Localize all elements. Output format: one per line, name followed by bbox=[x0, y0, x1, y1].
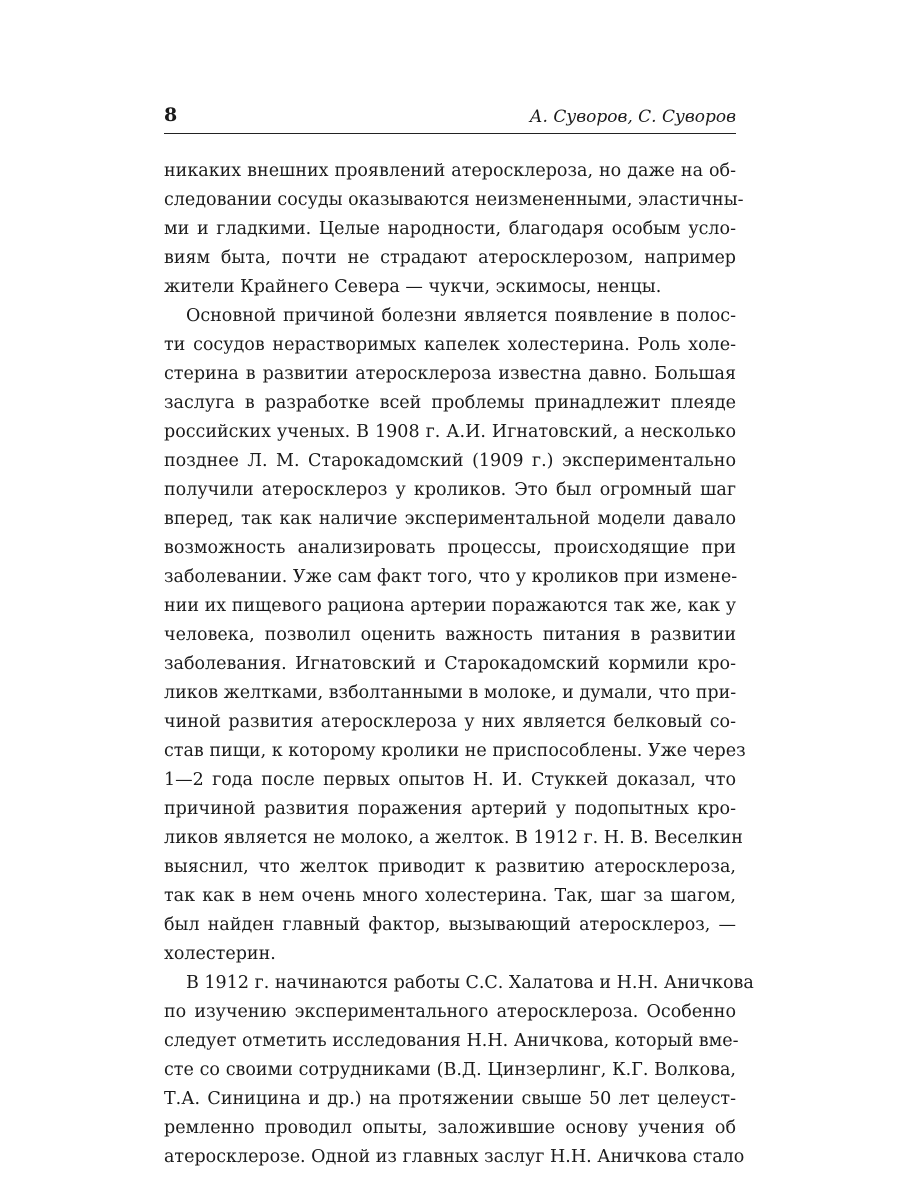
paragraph-3 bbox=[164, 969, 754, 1172]
text-line: следует отметить исследования Н.Н. Аничкова, который вме- bbox=[164, 1031, 739, 1051]
text-line: Основной причиной болезни является появление в полос- bbox=[186, 306, 736, 326]
text-line: получили атеросклероз у кроликов. Это был огромный шаг bbox=[164, 480, 736, 500]
text-line: ликов желтками, взболтанными в молоке, и думали, что при- bbox=[164, 683, 737, 703]
text-line: следовании сосуды оказываются неизмененными, эластичны- bbox=[164, 190, 744, 210]
text-line: став пищи, к которому кролики не приспособлены. Уже через bbox=[164, 741, 746, 761]
paragraph-2 bbox=[164, 302, 746, 969]
text-line: Т.А. Синицина и др.) на протяжении свыше 50 лет целеуст- bbox=[164, 1089, 736, 1109]
text-line: позднее Л. М. Старокадомский (1909 г.) экспериментально bbox=[164, 451, 736, 471]
text-line: заболевания. Игнатовский и Старокадомский кормили кро- bbox=[164, 654, 736, 674]
paragraph-1 bbox=[164, 157, 744, 302]
text-line: ремленно проводил опыты, заложившие основу учения об bbox=[164, 1118, 736, 1138]
text-line: ликов является не молоко, а желток. В 1912 г. Н. В. Веселкин bbox=[164, 828, 743, 848]
text-line: человека, позволил оценить важность питания в развитии bbox=[164, 625, 736, 645]
text-line: сте со своими сотрудниками (В.Д. Цинзерлинг, К.Г. Волкова, bbox=[164, 1060, 736, 1080]
text-line: ми и гладкими. Целые народности, благодаря особым усло- bbox=[164, 219, 736, 239]
text-line: жители Крайнего Севера — чукчи, эскимосы, ненцы. bbox=[164, 277, 662, 297]
text-line: российских ученых. В 1908 г. А.И. Игнатовский, а несколько bbox=[164, 422, 736, 442]
text-line: заслуга в разработке всей проблемы принадлежит плеяде bbox=[164, 393, 736, 413]
page-number: 8 bbox=[164, 104, 178, 126]
text-line: атеросклерозе. Одной из главных заслуг Н.Н. Аничкова стало bbox=[164, 1147, 745, 1167]
page-header bbox=[164, 100, 736, 134]
text-line: причиной развития поражения артерий у подопытных кро- bbox=[164, 799, 736, 819]
text-line: выяснил, что желток приводит к развитию атеросклероза, bbox=[164, 857, 736, 877]
text-line: вперед, так как наличие экспериментальной модели давало bbox=[164, 509, 736, 529]
text-line: 1—2 года после первых опытов Н. И. Стуккей доказал, что bbox=[164, 770, 736, 790]
running-head: А. Суворов, С. Суворов bbox=[529, 107, 736, 127]
text-line: нии их пищевого рациона артерии поражаются так же, как у bbox=[164, 596, 736, 616]
text-line: холестерин. bbox=[164, 944, 276, 964]
text-line: по изучению экспериментального атеросклероза. Особенно bbox=[164, 1002, 736, 1022]
text-line: никаких внешних проявлений атеросклероза, но даже на об- bbox=[164, 161, 736, 181]
text-line: был найден главный фактор, вызывающий атеросклероз, — bbox=[164, 915, 736, 935]
text-line: чиной развития атеросклероза у них является белковый со- bbox=[164, 712, 736, 732]
text-line: так как в нем очень много холестерина. Так, шаг за шагом, bbox=[164, 886, 736, 906]
text-line: заболевании. Уже сам факт того, что у кроликов при измене- bbox=[164, 567, 738, 587]
text-line: стерина в развитии атеросклероза известна давно. Большая bbox=[164, 364, 736, 384]
text-line: ти сосудов нерастворимых капелек холестерина. Роль холе- bbox=[164, 335, 736, 355]
text-line: возможность анализировать процессы, происходящие при bbox=[164, 538, 736, 558]
text-line: виям быта, почти не страдают атеросклерозом, например bbox=[164, 248, 736, 268]
text-line: В 1912 г. начинаются работы С.С. Халатова и Н.Н. Аничкова bbox=[186, 973, 754, 993]
body-text bbox=[164, 157, 754, 1172]
header-rule bbox=[164, 133, 736, 134]
